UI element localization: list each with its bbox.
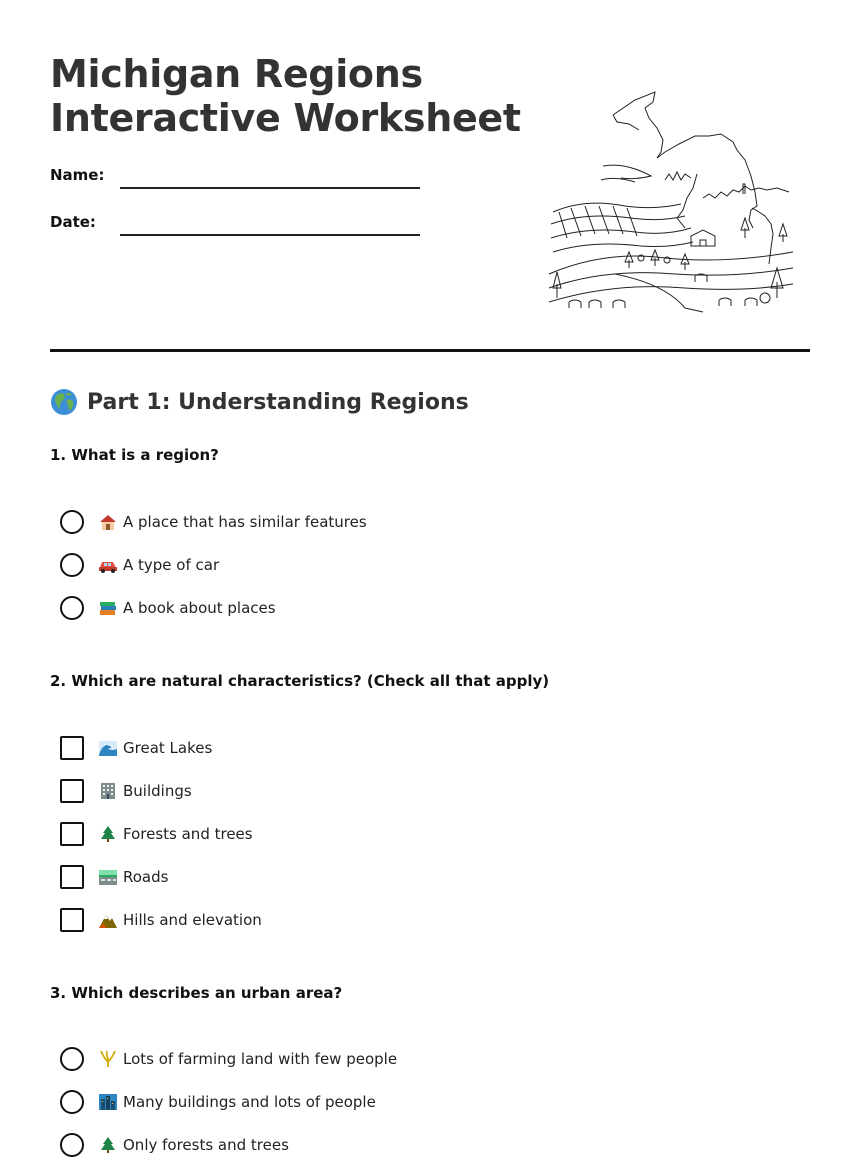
- option-label: Forests and trees: [123, 825, 253, 843]
- question-1-prompt: 1. What is a region?: [50, 446, 219, 464]
- option-label: Only forests and trees: [123, 1136, 289, 1154]
- sheaf-of-rice-icon: [98, 1050, 118, 1068]
- house-icon: [98, 513, 118, 531]
- option-label: Roads: [123, 868, 169, 886]
- checkbox[interactable]: [60, 865, 84, 889]
- question-2-option-4[interactable]: [60, 864, 168, 890]
- question-3-prompt: 3. Which describes an urban area?: [50, 984, 343, 1002]
- question-3-option-3[interactable]: [60, 1132, 289, 1158]
- radio-button[interactable]: [60, 553, 84, 577]
- radio-button[interactable]: [60, 1133, 84, 1157]
- evergreen-tree-icon: [98, 1136, 118, 1154]
- checkbox[interactable]: [60, 779, 84, 803]
- checkbox[interactable]: [60, 908, 84, 932]
- option-label: A place that has similar features: [123, 513, 367, 531]
- car-icon: [98, 556, 118, 574]
- radio-button[interactable]: [60, 1090, 84, 1114]
- books-icon: [98, 599, 118, 617]
- name-field[interactable]: [120, 187, 420, 189]
- question-2-prompt: 2. Which are natural characteristics? (Check all that apply): [50, 672, 550, 690]
- mountain-icon: [98, 911, 118, 929]
- question-3-option-1[interactable]: [60, 1046, 397, 1072]
- cityscape-icon: [98, 1093, 118, 1111]
- question-1-option-1[interactable]: [60, 509, 367, 535]
- radio-button[interactable]: [60, 1047, 84, 1071]
- question-2-option-2[interactable]: [60, 778, 192, 804]
- question-1-option-2[interactable]: [60, 552, 219, 578]
- office-building-icon: [98, 782, 118, 800]
- option-label: Buildings: [123, 782, 192, 800]
- worksheet-title: [50, 52, 521, 140]
- question-2-option-1[interactable]: [60, 735, 212, 761]
- motorway-icon: [98, 868, 118, 886]
- option-label: Hills and elevation: [123, 911, 262, 929]
- title-line-1: Michigan Regions: [50, 52, 423, 96]
- name-label: Name:: [50, 166, 105, 184]
- option-label: Many buildings and lots of people: [123, 1093, 376, 1111]
- question-2-option-5[interactable]: [60, 907, 262, 933]
- option-label: A type of car: [123, 556, 220, 574]
- question-1-option-3[interactable]: [60, 595, 276, 621]
- title-line-2: Interactive Worksheet: [50, 96, 521, 140]
- globe-icon: [50, 388, 78, 416]
- date-label: Date:: [50, 213, 96, 231]
- option-label: Great Lakes: [123, 739, 213, 757]
- date-field[interactable]: [120, 234, 420, 236]
- option-label: A book about places: [123, 599, 276, 617]
- radio-button[interactable]: [60, 510, 84, 534]
- radio-button[interactable]: [60, 596, 84, 620]
- checkbox[interactable]: [60, 736, 84, 760]
- checkbox[interactable]: [60, 822, 84, 846]
- header-divider: [50, 349, 810, 352]
- question-3-option-2[interactable]: [60, 1089, 376, 1115]
- evergreen-tree-icon: [98, 825, 118, 843]
- question-2-option-3[interactable]: [60, 821, 253, 847]
- wave-icon: [98, 739, 118, 757]
- part-1-heading: [50, 388, 469, 416]
- option-label: Lots of farming land with few people: [123, 1050, 398, 1068]
- part-1-heading-text: Part 1: Understanding Regions: [87, 389, 469, 415]
- michigan-landscape-illustration: [545, 88, 795, 316]
